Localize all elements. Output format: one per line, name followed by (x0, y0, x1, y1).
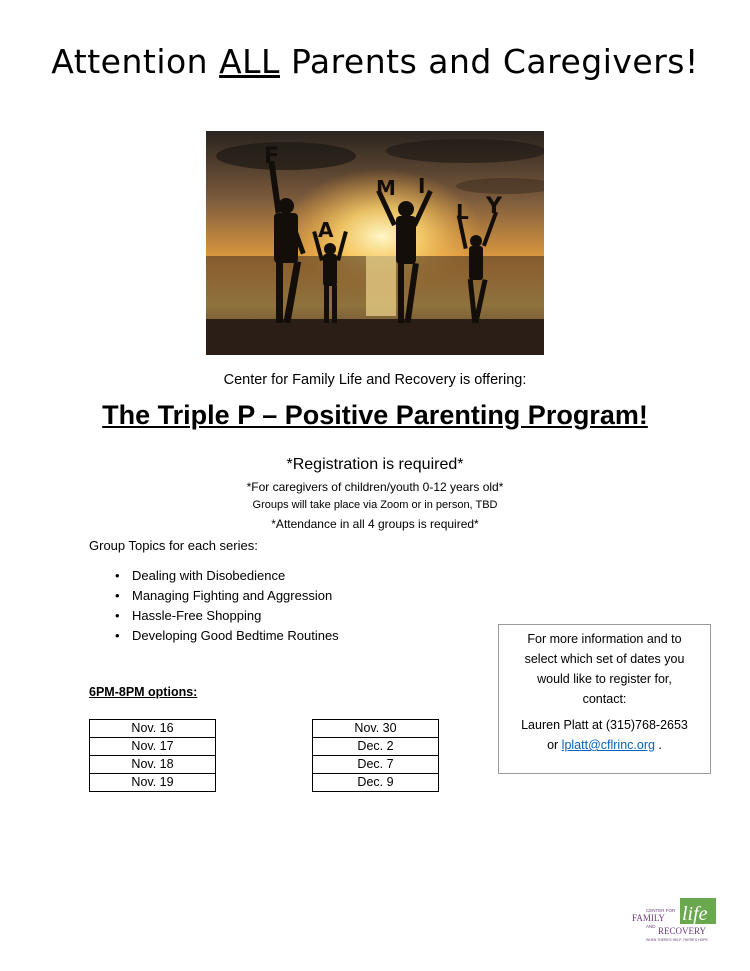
topic-item (115, 606, 339, 626)
family-sunset-photo (206, 131, 544, 355)
attendance-note: *Attendance in all 4 groups is required* (271, 517, 479, 531)
headline-text-end: Parents and Caregivers! (279, 42, 699, 81)
table-row (90, 774, 216, 792)
info-line: select which set of dates you (524, 652, 685, 666)
date-cell: Nov. 16 (90, 720, 216, 738)
offering-text: Center for Family Life and Recovery is offering: (223, 372, 527, 388)
bullet-icon: • (115, 588, 120, 603)
contact-info-box (498, 624, 711, 774)
photo-letter-l: L (456, 200, 469, 224)
topic-item (115, 586, 339, 606)
table-row (90, 720, 216, 738)
info-line: contact: (582, 692, 627, 706)
table-row (313, 774, 439, 792)
topics-heading: Group Topics for each series: (89, 538, 258, 553)
date-cell: Dec. 7 (313, 756, 439, 774)
trail-text: . (654, 738, 662, 752)
topic-label: Developing Good Bedtime Routines (132, 628, 339, 643)
logo-center-for: CENTER FOR (646, 908, 676, 913)
date-cell: Nov. 19 (90, 774, 216, 792)
cflr-logo (632, 896, 722, 946)
table-row (313, 738, 439, 756)
date-cell: Dec. 9 (313, 774, 439, 792)
logo-recovery: RECOVERY (658, 926, 707, 936)
bullet-icon: • (115, 628, 120, 643)
photo-letter-i: I (418, 174, 426, 198)
logo-tagline: WHEN THERE'S HELP, THERE'S HOPE. (646, 938, 709, 942)
topic-label: Hassle-Free Shopping (132, 608, 262, 623)
table-row (90, 738, 216, 756)
date-cell: Nov. 30 (313, 720, 439, 738)
age-note: *For caregivers of children/youth 0-12 years old* (246, 480, 504, 494)
headline-text-start: Attention (51, 42, 220, 81)
logo-and: AND (646, 924, 656, 929)
photo-letter-m: M (376, 176, 396, 200)
bullet-icon: • (115, 568, 120, 583)
registration-note: *Registration is required* (286, 456, 464, 473)
options-heading: 6PM-8PM options: (89, 685, 198, 699)
logo-life: life (682, 903, 708, 925)
photo-letter-a: A (318, 218, 334, 242)
table-row (90, 756, 216, 774)
program-title: The Triple P – Positive Parenting Program! (102, 400, 648, 430)
date-cell: Nov. 17 (90, 738, 216, 756)
info-line: would like to register for, (537, 672, 672, 686)
dates-table-left (89, 719, 216, 792)
dates-table-right (312, 719, 439, 792)
or-text: or (547, 738, 562, 752)
headline-emphasis: ALL (219, 42, 280, 81)
table-row (313, 720, 439, 738)
page-headline (0, 42, 750, 81)
topic-label: Managing Fighting and Aggression (132, 588, 333, 603)
topics-list (115, 566, 339, 646)
email-link[interactable]: lplatt@cflrinc.org (561, 738, 655, 752)
topic-label: Dealing with Disobedience (132, 568, 286, 583)
contact-email-line (499, 735, 710, 755)
topic-item (115, 566, 339, 586)
date-cell: Nov. 18 (90, 756, 216, 774)
logo-family: FAMILY (632, 913, 665, 923)
date-cell: Dec. 2 (313, 738, 439, 756)
info-line: For more information and to (527, 632, 682, 646)
photo-letter-f: F (264, 144, 280, 169)
contact-phone: Lauren Platt at (315)768-2653 (521, 718, 688, 732)
bullet-icon: • (115, 608, 120, 623)
photo-letter-y: Y (486, 194, 502, 219)
format-note: Groups will take place via Zoom or in person, TBD (252, 499, 498, 511)
table-row (313, 756, 439, 774)
topic-item (115, 626, 339, 646)
